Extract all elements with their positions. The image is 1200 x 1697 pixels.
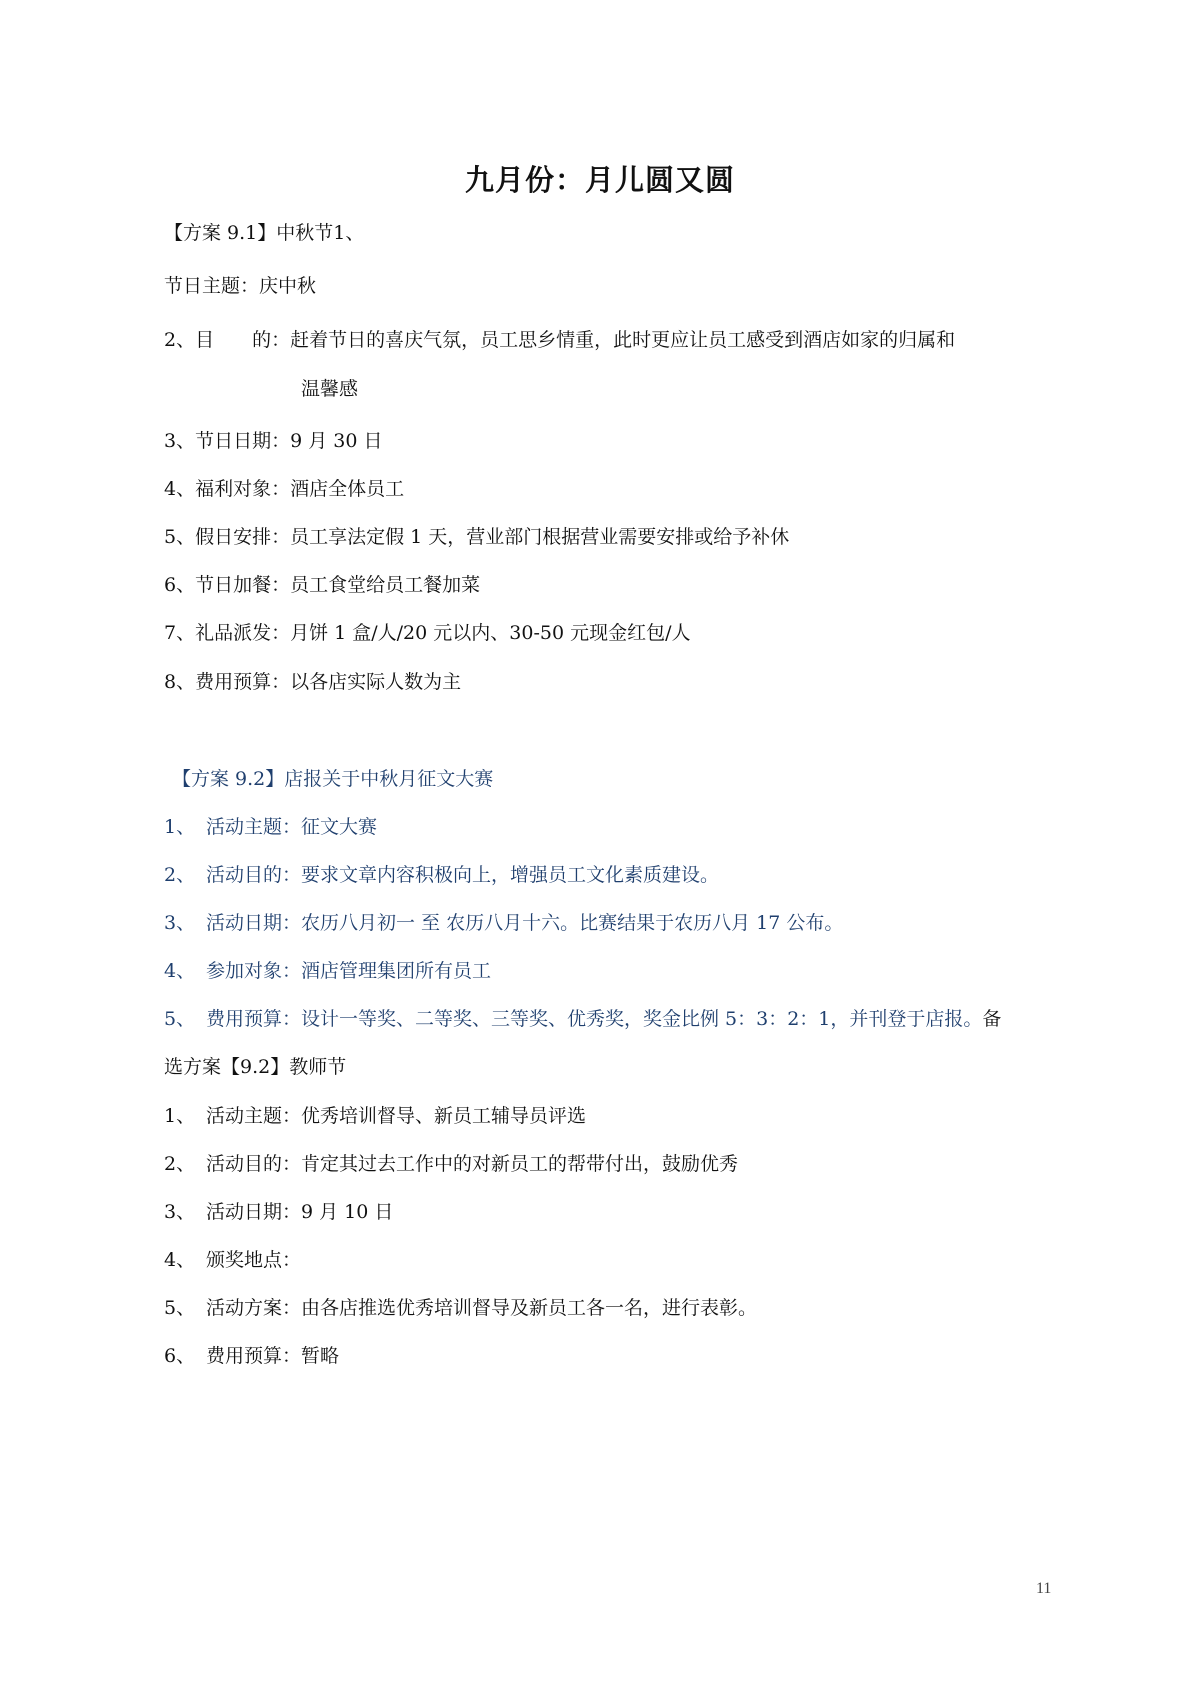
plan-91-item-3: 3、节日日期：9 月 30 日 <box>164 430 383 452</box>
plan-92-item-4 <box>164 958 491 984</box>
item-text: 活动目的：肯定其过去工作中的对新员工的帮带付出，鼓励优秀 <box>206 1153 739 1175</box>
item-text: 活动日期：9 月 10 日 <box>206 1201 394 1223</box>
plan-91-item-8: 8、费用预算：以各店实际人数为主 <box>164 671 462 693</box>
plan-92-item-1 <box>164 814 377 840</box>
item-text: 活动主题：征文大赛 <box>206 816 378 838</box>
item-text: 活动主题：优秀培训督导、新员工辅导员评选 <box>206 1105 587 1127</box>
item-number: 4、 <box>164 1249 196 1271</box>
item-number: 6、 <box>164 1345 196 1367</box>
item-number: 1、 <box>164 1105 196 1127</box>
alt-92-item-3 <box>164 1199 393 1225</box>
plan-91-theme: 节日主题：庆中秋 <box>164 275 317 297</box>
alt-92-header: 选方案【9.2】教师节 <box>164 1056 347 1078</box>
item-number: 4、 <box>164 960 196 982</box>
item-text: 颁奖地点： <box>206 1249 302 1271</box>
plan-91-item-7: 7、礼品派发：月饼 1 盒/人/20 元以内、30-50 元现金红包/人 <box>164 622 691 644</box>
item-number: 1、 <box>164 816 196 838</box>
item-text: 费用预算：设计一等奖、二等奖、三等奖、优秀奖，奖金比例 5：3：2：1，并刊登于店报。 <box>206 1008 983 1030</box>
alt-92-item-1 <box>164 1103 586 1129</box>
plan-91-item-6: 6、节日加餐：员工食堂给员工餐加菜 <box>164 574 481 596</box>
alt-92-item-2 <box>164 1151 738 1177</box>
page-number: 11 <box>1036 1580 1052 1597</box>
item-text: 费用预算：暂略 <box>206 1345 340 1367</box>
item-number: 3、 <box>164 1201 196 1223</box>
item-text: 活动日期：农历八月初一 至 农历八月十六。比赛结果于农历八月 17 公布。 <box>206 912 844 934</box>
plan-92-item-2 <box>164 862 719 888</box>
page-title: 九月份：月儿圆又圆 <box>464 163 735 197</box>
plan-91-header: 【方案 9.1】中秋节1、 <box>164 222 365 244</box>
item-number: 2、 <box>164 1153 196 1175</box>
alt-92-item-5 <box>164 1295 757 1321</box>
alt-92-item-6 <box>164 1343 339 1369</box>
alt-92-item-4 <box>164 1247 301 1273</box>
plan-91-item-2-cont: 温馨感 <box>301 378 359 400</box>
item-number: 2、 <box>164 864 196 886</box>
item-text: 活动方案：由各店推选优秀培训督导及新员工各一名，进行表彰。 <box>206 1297 758 1319</box>
item-number: 3、 <box>164 912 196 934</box>
item-number: 5、 <box>164 1297 196 1319</box>
plan-91-item-4: 4、福利对象：酒店全体员工 <box>164 478 405 500</box>
trailing-char: 备 <box>982 1008 1002 1030</box>
item-number: 5、 <box>164 1008 196 1030</box>
plan-92-header: 【方案 9.2】店报关于中秋月征文大赛 <box>172 768 494 790</box>
plan-91-item-2: 2、目 的：赶着节日的喜庆气氛，员工思乡情重，此时更应让员工感受到酒店如家的归属和 <box>164 329 956 351</box>
plan-91-item-5: 5、假日安排：员工享法定假 1 天，营业部门根据营业需要安排或给予补休 <box>164 526 790 548</box>
plan-92-item-3 <box>164 910 843 936</box>
plan-92-item-5 <box>164 1006 1001 1032</box>
item-text: 活动目的：要求文章内容积极向上，增强员工文化素质建设。 <box>206 864 720 886</box>
item-text: 参加对象：酒店管理集团所有员工 <box>206 960 492 982</box>
